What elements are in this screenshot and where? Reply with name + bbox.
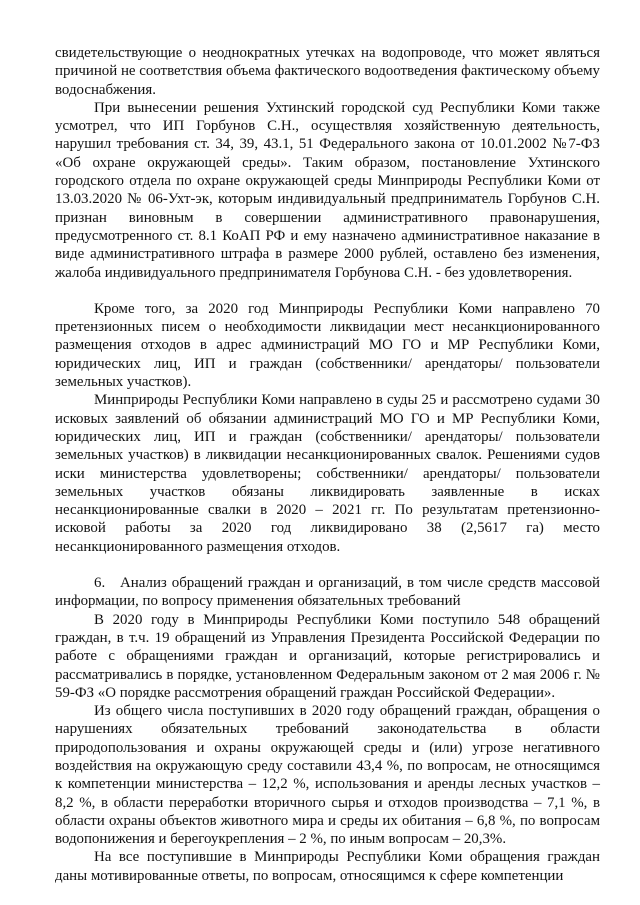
paragraph-water-leaks: свидетельствующие о неоднократных утечках на водопроводе, что может являться причиной не соответствия объема фактического водоотведения фактическому объему водоснабжения.: [55, 45, 600, 98]
section-heading-6: 6. Анализ обращений граждан и организаций, в том числе средств массовой информации, по вопросу применения обязательных требований: [55, 575, 600, 610]
paragraph-claim-letters: Кроме того, за 2020 год Минприроды Республики Коми направлено 70 претензионных писем о необходимости ликвидации мест несанкционированного размещения отходов в адрес администраций МО ГО и МР Республики Коми, юридических лиц, ИП и граждан (собственники/ арендаторы/ пользователи земельных участков).: [55, 300, 600, 391]
paragraph-appeal-breakdown: Из общего числа поступивших в 2020 году обращений граждан, обращения о нарушениях обязательных требований законодательства в области природопользования и охраны окружающей среды и (или) угрозе негативного воздействия на окружающую среду составили 43,4 %, по вопросам, не относящимся к компетенции министерства – 12,2 %, использования и аренды лесных участков – 8,2 %, в области переработки вторичного сырья и отходов производства – 7,1 %, в области охраны объектов животного мира и среды их обитания – 6,8 %, по вопросам водопонижения и берегоукрепления – 2 %, по иным вопросам – 20,3%.: [55, 703, 600, 848]
paragraph-lawsuits: Минприроды Республики Коми направлено в суды 25 и рассмотрено судами 30 исковых заявлений об обязании администраций МО ГО и МР Республики Коми, юридических лиц, ИП и граждан (собственники/ арендаторы/ пользователи земельных участков) в ликвидации несанкционированных свалок. Решениями судов иски министерства удовлетворены; собственники/ арендаторы/ пользователи земельных участков обязаны ликвидировать заявленные в исках несанкционированные свалки в 2020 – 2021 гг. По результатам претензионно-исковой работы за 2020 год ликвидировано 38 (2,5617 га) место несанкционированного размещения отходов.: [55, 392, 600, 555]
paragraph-citizen-appeals: В 2020 году в Минприроды Республики Коми поступило 548 обращений граждан, в т.ч. 19 обращений из Управления Президента Российской Федерации по работе с обращениями граждан и организаций, которые регистрировались и рассматривались в порядке, установленном Федеральным законом от 2 мая 2006 г. № 59-ФЗ «О порядке рассмотрения обращений граждан Российской Федерации».: [55, 611, 600, 701]
document-body: [55, 44, 600, 885]
paragraph-responses: На все поступившие в Минприроды Республики Коми обращения граждан даны мотивированные ответы, по вопросам, относящимся к сфере компетенции: [55, 849, 600, 884]
paragraph-court-decision: При вынесении решения Ухтинский городской суд Республики Коми также усмотрел, что ИП Горбунов С.Н., осуществляя хозяйственную деятельность, нарушил требования ст. 34, 39, 43.1, 51 Федерального закона от 10.01.2002 №7-ФЗ «Об охране окружающей среды». Таким образом, постановление Ухтинского городского отдела по охране окружающей среды Минприроды Республики Коми от 13.03.2020 № 06-Ухт-эк, которым индивидуальный предприниматель Горбунов С.Н. признан виновным в совершении административного правонарушения, предусмотренного ст. 8.1 КоАП РФ и ему назначено административное наказание в виде административного штрафа в размере 2000 рублей, оставлено без изменения, жалоба индивидуального предпринимателя Горбунова С.Н. - без удовлетворения.: [55, 99, 600, 281]
